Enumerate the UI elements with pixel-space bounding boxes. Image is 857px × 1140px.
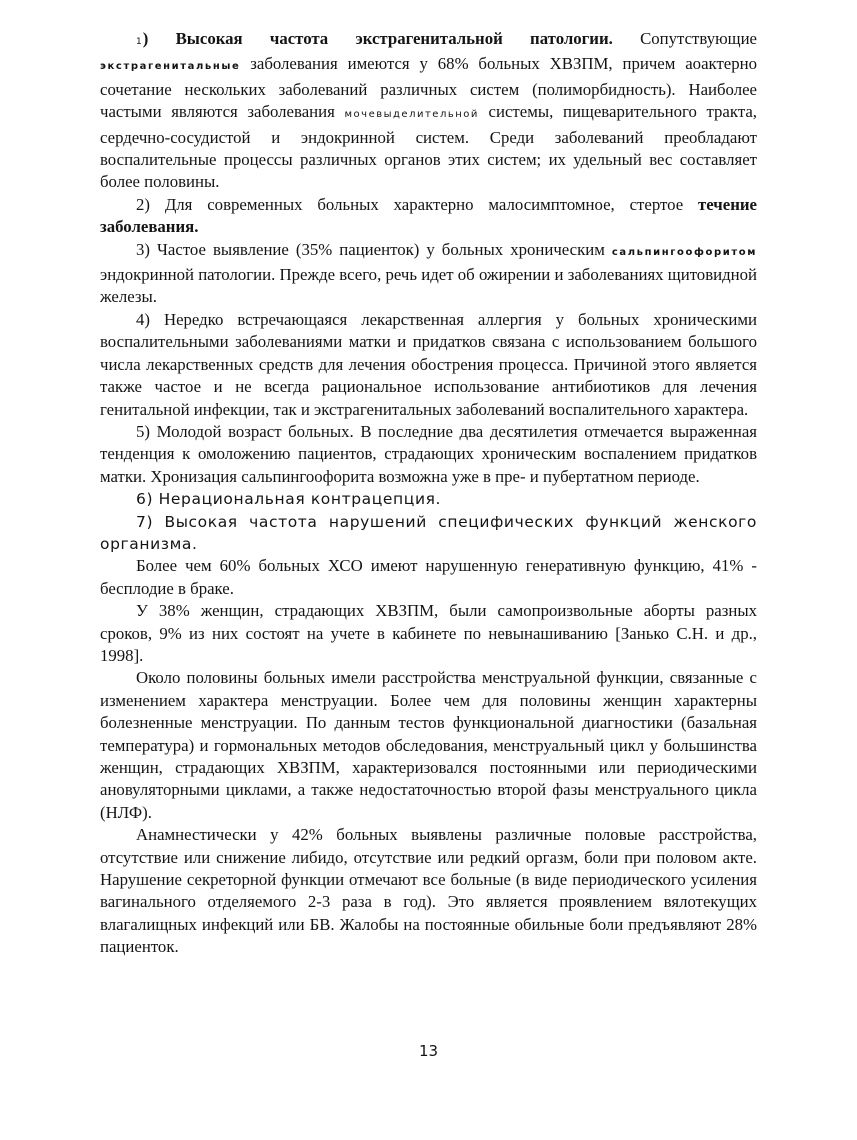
paragraph-5: 5) Молодой возраст больных. В последние два десятилетия отмечается выраженная тенденция к омоложению пациентов, страдающих хроническим воспалением придатков матки. Хронизация сальпингоофорита возможна уже в пре- и пубертатном периоде. (100, 421, 757, 486)
paragraph-4: 4) Нередко встречающаяся лекарственная аллергия у больных хроническими воспалительными заболеваниями матки и придатков связана с использованием большого числа лекарственных средств для лечения обострения процесса. Причиной этого является также частое и не всегда рациональное использование антибиотиков для лечения генитальной инфекции, так и экстрагенитальных заболеваний воспалительного характера. (100, 309, 757, 419)
page-number: 13 (418, 1042, 439, 1060)
paragraph-8: Более чем 60% больных ХСО имеют нарушенную генеративную функцию, 41% - бесплодие в браке. (100, 556, 757, 598)
paragraph-9: У 38% женщин, страдающих ХВЗПМ, были самопроизвольные аборты разных сроков, 9% из них состоят на учете в кабинете по невынашиванию [Занько С.Н. и др., 1998]. (100, 601, 757, 665)
paragraph-3 (100, 239, 757, 309)
bold-phrase: течение заболевания. (100, 194, 757, 237)
spaced-term: сальпингоофоритом (611, 246, 757, 258)
paragraph-6: 6) Нерациональная контрацепция. (136, 490, 442, 509)
text-run: системы, пищеварительного тракта, сердечно-сосудистой и эндокринной систем. Среди заболеваний преобладают воспалительные процессы различных органов этих систем; их удельный вес составляет более половины. (100, 102, 757, 192)
paragraph-2 (100, 194, 757, 239)
item-number: 1 (136, 37, 143, 47)
paragraph-11: Анамнестически у 42% больных выявлены различные половые расстройства, отсутствие или снижение либидо, отсутствие или редкий оргазм, боли при половом акте. Нарушение секреторной функции отмечают все больные (в виде периодического усиления вагинального отделяемого 2-3 раза в год). Это является проявлением вялотекущих влагалищных инфекций или БВ. Жалобы на постоянные обильные боли предъявляют 28% пациенток. (100, 825, 757, 957)
text-run: 2) Для современных больных характерно малосимптомное, стертое (136, 194, 699, 214)
spaced-term: мочевыделительной (344, 109, 479, 121)
paragraph-7: 7) Высокая частота нарушений специфических функций женского организма. (100, 512, 757, 553)
item-heading: ) Высокая частота экстрагенитальной патологии. (142, 29, 613, 48)
text-run: 3) Частое выявление (35% пациенток) у больных хроническим (136, 239, 612, 259)
text-run: Сопутствующие (612, 29, 757, 48)
paragraph-10: Около половины больных имели расстройства менструальной функции, связанные с изменением характера менструации. Более чем для половины женщин характерны болезненные менструации. По данным тестов функциональной диагностики (базальная температура) и гормональных методов обследования, менструальный цикл у большинства женщин, страдающих ХВЗПМ, характеризовался постоянными или периодическими ановуляторными циклами, а также недостаточностью второй фазы менструального цикла (НЛФ). (100, 668, 757, 822)
spaced-term: экстрагенитальные (100, 61, 241, 73)
paragraph-1 (100, 28, 757, 194)
text-run: заболевания имеются у 68% больных ХВЗПМ, причем аоактерно сочетание нескольких заболеваний различных систем (полиморбидность). Наиболее частыми являются заболевания (100, 54, 757, 122)
document-body (100, 28, 757, 959)
text-run: эндокринной патологии. Прежде всего, речь идет об ожирении и заболеваниях щитовидной железы. (100, 265, 757, 307)
